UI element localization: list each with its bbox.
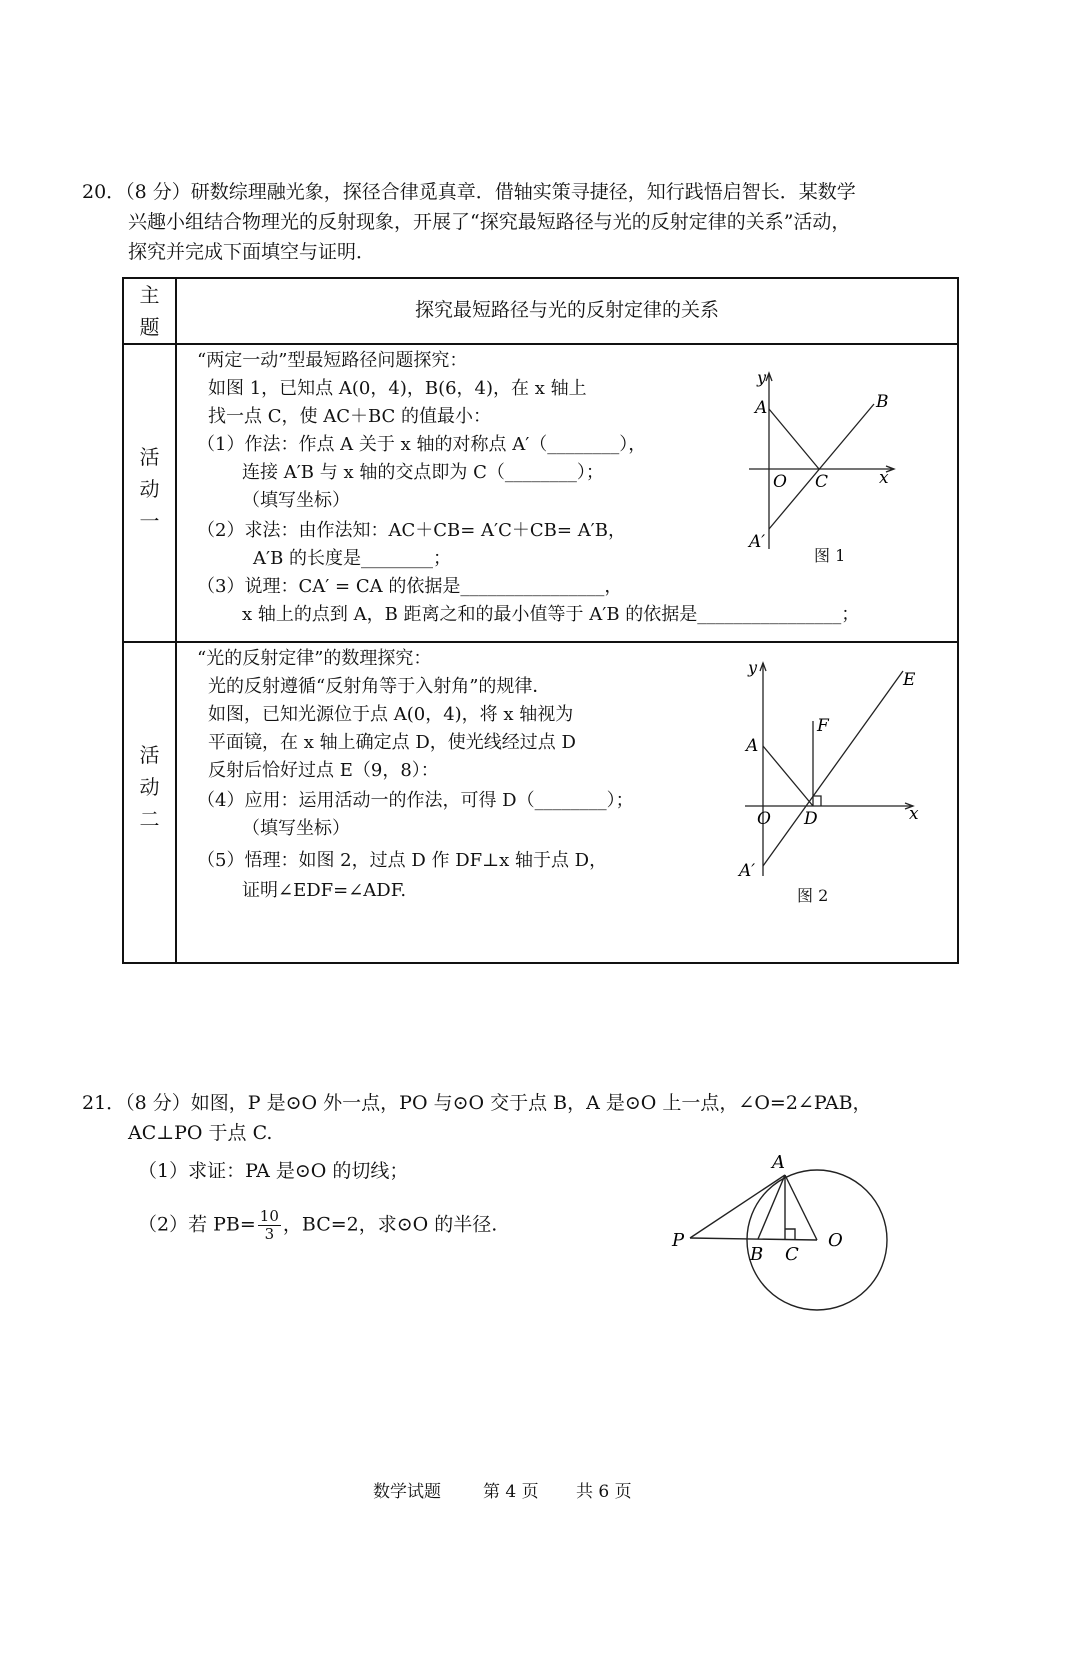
q21-line-AO [785,1175,817,1240]
fig2-label-x: x [909,804,919,824]
activity2-label [124,739,175,835]
q21-part-2 [138,1208,497,1243]
activity2-content-cell [176,642,958,963]
figure-q21 [670,1148,910,1323]
a2-line-9: 证明∠EDF=∠ADF. [242,880,407,901]
a2-line-2: 光的反射遵循“反射角等于入射角”的规律． [208,676,551,697]
q21-line-2: AC⊥PO 于点 C. [128,1122,273,1144]
footer-subject: 数学试题 [373,1482,441,1502]
fig2-caption: 图 2 [797,886,829,905]
a1-line-7: （2）求法：由作法知：AC＋CB= A′C＋CB= A′B， [197,520,627,541]
a1-line-8: A′B 的长度是________； [253,548,452,569]
footer-page: 第 4 页 [483,1482,539,1502]
fig2-label-E: E [903,670,916,690]
q21-label-C: C [785,1244,799,1265]
a2-line-6: （4）应用：运用活动一的作法，可得 D（________）； [197,790,634,811]
activity2-char-1: 活 [139,743,160,767]
a2-line-8: （5）悟理：如图 2，过点 D 作 DF⊥x 轴于点 D， [197,850,608,871]
q21-line-1: 21．（8 分）如图，P 是⊙O 外一点，PO 与⊙O 交于点 B，A 是⊙O 上一点，∠O=2∠PAB， [82,1092,872,1114]
fig1-label-y: y [757,369,767,387]
activity1-char-2: 动 [139,477,160,501]
q21-line-PO [690,1238,817,1240]
a1-line-5: 连接 A′B 与 x 轴的交点即为 C（________）； [242,462,604,483]
table-header-label-cell [123,278,176,344]
fig1-label-B: B [876,392,889,412]
a2-line-3: 如图，已知光源位于点 A(0，4)，将 x 轴视为 [208,704,574,725]
table-header-title-cell [176,278,958,344]
q20-line-2: 兴趣小组结合物理光的反射现象，开展了“探究最短路径与光的反射定律的关系”活动， [128,211,851,233]
fig2-line-AD [763,746,813,806]
activity1-content-cell [176,344,958,642]
fig2-label-F: F [817,716,829,736]
fig1-label-Aprime: A′ [749,532,766,552]
a1-line-3: 找一点 C，使 AC＋BC 的值最小： [208,406,492,427]
a1-line-1: “两定一动”型最短路径问题探究： [197,350,468,371]
fig1-line-ApB [769,404,874,529]
activity1-char-1: 活 [139,445,160,469]
activity2-label-cell [123,642,176,963]
a1-line-2: 如图 1，已知点 A(0，4)，B(6，4)，在 x 轴上 [208,378,587,399]
fig2-label-y: y [748,658,758,677]
q21-part-1: （1）求证：PA 是⊙O 的切线； [138,1160,409,1182]
fig2-label-O: O [757,809,771,829]
fig1-label-O: O [773,472,787,492]
q20-line-1: 20．（8 分）研数综理融光象，探径合律觅真章．借轴实策寻捷径，知行践悟启智长．某数学 [82,181,856,203]
fig1-line-AC [769,409,819,469]
activity1-label-cell [123,344,176,642]
a2-line-5: 反射后恰好过点 E（9，8）： [208,760,439,781]
header-char-1: 主 [139,283,160,307]
q21-part-2-suffix: ，BC=2，求⊙O 的半径. [282,1213,498,1236]
q21-line-PA [690,1175,785,1238]
q21-part-2-prefix: （2）若 PB= [138,1213,256,1236]
header-char-2: 题 [139,315,160,339]
q20-line-3: 探究并完成下面填空与证明． [128,241,376,263]
activity2-char-3: 二 [139,807,160,831]
a1-line-10: x 轴上的点到 A，B 距离之和的最小值等于 A′B 的依据是________________； [242,604,860,625]
activity2-char-2: 动 [139,775,160,799]
q21-label-B: B [750,1244,764,1265]
activity1-label [124,441,175,537]
q21-fraction-numerator: 10 [259,1207,279,1225]
q21-fraction [258,1208,281,1243]
figure-2 [713,651,953,891]
fig1-label-A: A [755,398,768,418]
q21-label-P: P [672,1230,685,1251]
table-header-title: 探究最短路径与光的反射定律的关系 [414,299,719,321]
fig1-label-C: C [815,472,829,492]
q21-fraction-denominator: 3 [264,1225,275,1243]
table-header-label [124,279,175,343]
a1-line-9: （3）说理：CA′ = CA 的依据是________________， [197,576,623,597]
q21-label-O: O [828,1230,843,1251]
fig2-label-Aprime: A′ [739,861,756,881]
q21-right-angle [785,1229,795,1239]
fig2-label-A: A [746,736,759,756]
q21-label-A: A [772,1152,785,1173]
fig1-label-x: x [879,468,889,488]
activity1-char-3: 一 [139,509,160,533]
a1-line-4: （1）作法：作点 A 关于 x 轴的对称点 A′（________）， [197,434,647,455]
fig2-label-D: D [804,809,818,829]
activity-table [122,277,959,964]
figure-1 [729,369,929,569]
fig2-line-ApE [763,671,903,866]
a2-line-1: “光的反射定律”的数理探究： [197,648,432,669]
fig1-caption: 图 1 [814,546,846,565]
footer-total: 共 6 页 [576,1482,632,1502]
a2-line-4: 平面镜，在 x 轴上确定点 D，使光线经过点 D [208,732,576,753]
fig2-right-angle [813,796,821,806]
a2-line-7: （填写坐标） [242,818,350,839]
a1-line-6: （填写坐标） [242,490,350,511]
